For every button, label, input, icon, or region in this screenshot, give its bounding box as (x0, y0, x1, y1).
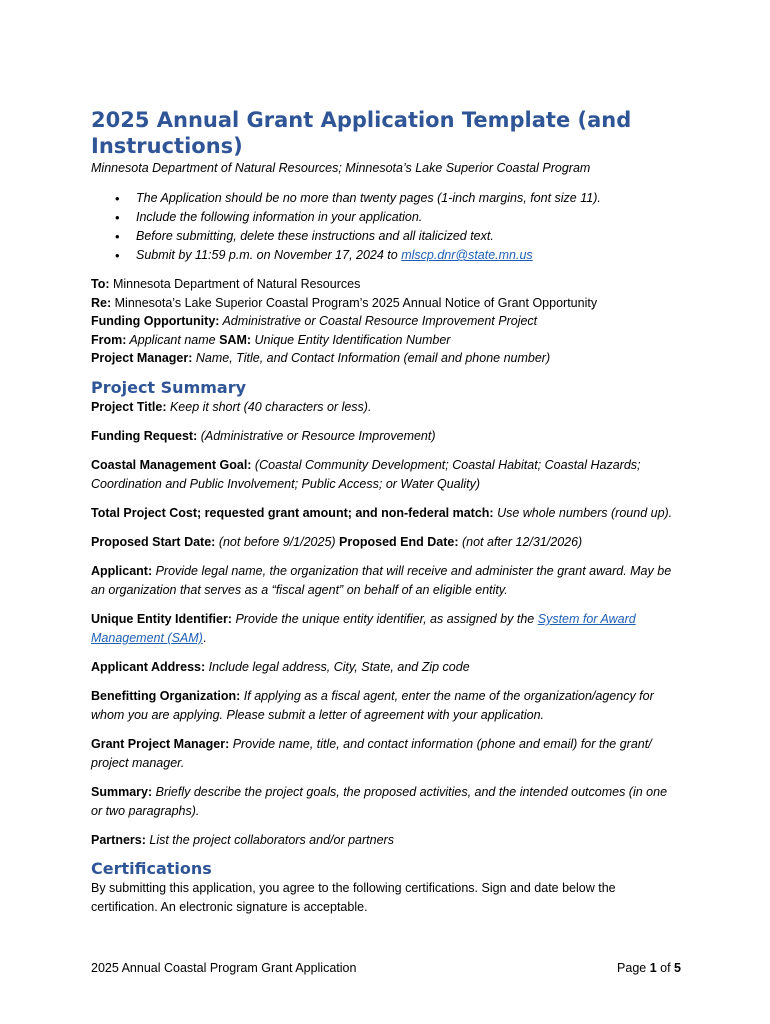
funding-opportunity-line: Funding Opportunity: Administrative or Coastal Resource Improvement Project (91, 314, 538, 328)
bullet-icon: • (115, 248, 120, 263)
sam-link[interactable]: System for Award Management (SAM) (91, 612, 636, 645)
submit-email-link[interactable]: mlscp.dnr@state.mn.us (401, 248, 533, 262)
re-line: Re: Minnesota’s Lake Superior Coastal Program’s 2025 Annual Notice of Grant Opportunity (91, 295, 598, 310)
memo-header (91, 275, 597, 368)
coastal-management-goal-field: Coastal Management Goal: (Coastal Community Development; Coastal Habitat; Coastal Hazards; Coordination and Public Involvement; Public Access; or Water Quality) (91, 458, 641, 491)
list-item: • Include the following information in your application. (115, 210, 423, 225)
total-project-cost-field: Total Project Cost; requested grant amount; and non-federal match: Use whole numbers (round up). (91, 506, 673, 520)
bullet-icon: • (115, 210, 120, 225)
summary-field: Summary: Briefly describe the project goals, the proposed activities, and the intended outcomes (in one or two paragraphs). (91, 785, 668, 818)
unique-entity-identifier-field: Unique Entity Identifier: Provide the unique entity identifier, as assigned by the System for Award Management (SAM). (91, 612, 636, 645)
bullet-icon: • (115, 229, 120, 244)
benefitting-organization-field: Benefitting Organization: If applying as a fiscal agent, enter the name of the organization/agency for whom you are applying. Please submit a letter of agreement with your application. (91, 689, 654, 722)
project-manager-line: Project Manager: Name, Title, and Contact Information (email and phone number) (91, 351, 551, 365)
funding-request-field: Funding Request: (Administrative or Resource Improvement) (91, 429, 436, 443)
grant-project-manager-field: Grant Project Manager: Provide name, title, and contact information (phone and email) for the grant/ project manager. (91, 737, 652, 770)
from-line: From: Applicant name SAM: Unique Entity Identification Number (91, 332, 451, 347)
footer-title: 2025 Annual Coastal Program Grant Application (91, 961, 357, 975)
list-item: • Before submitting, delete these instructions and all italicized text. (115, 229, 494, 244)
project-summary-heading: Project Summary (91, 378, 247, 397)
certifications-text: By submitting this application, you agree to the following certifications. Sign and date below the certification. An electronic signature is acceptable. (91, 881, 616, 914)
applicant-field: Applicant: Provide legal name, the organization that will receive and administer the grant award. May be an organization that serves as a “fiscal agent” on behalf of an eligible entity. (91, 564, 672, 597)
certifications-heading: Certifications (91, 859, 212, 878)
proposed-dates-field: Proposed Start Date: (not before 9/1/2025) Proposed End Date: (not after 12/31/2026) (91, 535, 583, 549)
partners-field: Partners: List the project collaborators and/or partners (91, 833, 394, 847)
document-title: 2025 Annual Grant Application Template (and Instructions) (91, 108, 632, 158)
to-line: To: Minnesota Department of Natural Resources (91, 277, 361, 291)
list-item: • The Application should be no more than twenty pages (1-inch margins, font size 11). (115, 191, 601, 206)
document-subtitle: Minnesota Department of Natural Resources; Minnesota’s Lake Superior Coastal Program (91, 161, 591, 175)
bullet-icon: • (115, 191, 120, 206)
page-number: Page 1 of 5 (617, 961, 681, 975)
project-title-field: Project Title: Keep it short (40 characters or less). (91, 400, 372, 414)
instructions-list (91, 189, 601, 265)
list-item: • Submit by 11:59 p.m. on November 17, 2024 to mlscp.dnr@state.mn.us (115, 248, 533, 263)
applicant-address-field: Applicant Address: Include legal address, City, State, and Zip code (91, 660, 470, 674)
